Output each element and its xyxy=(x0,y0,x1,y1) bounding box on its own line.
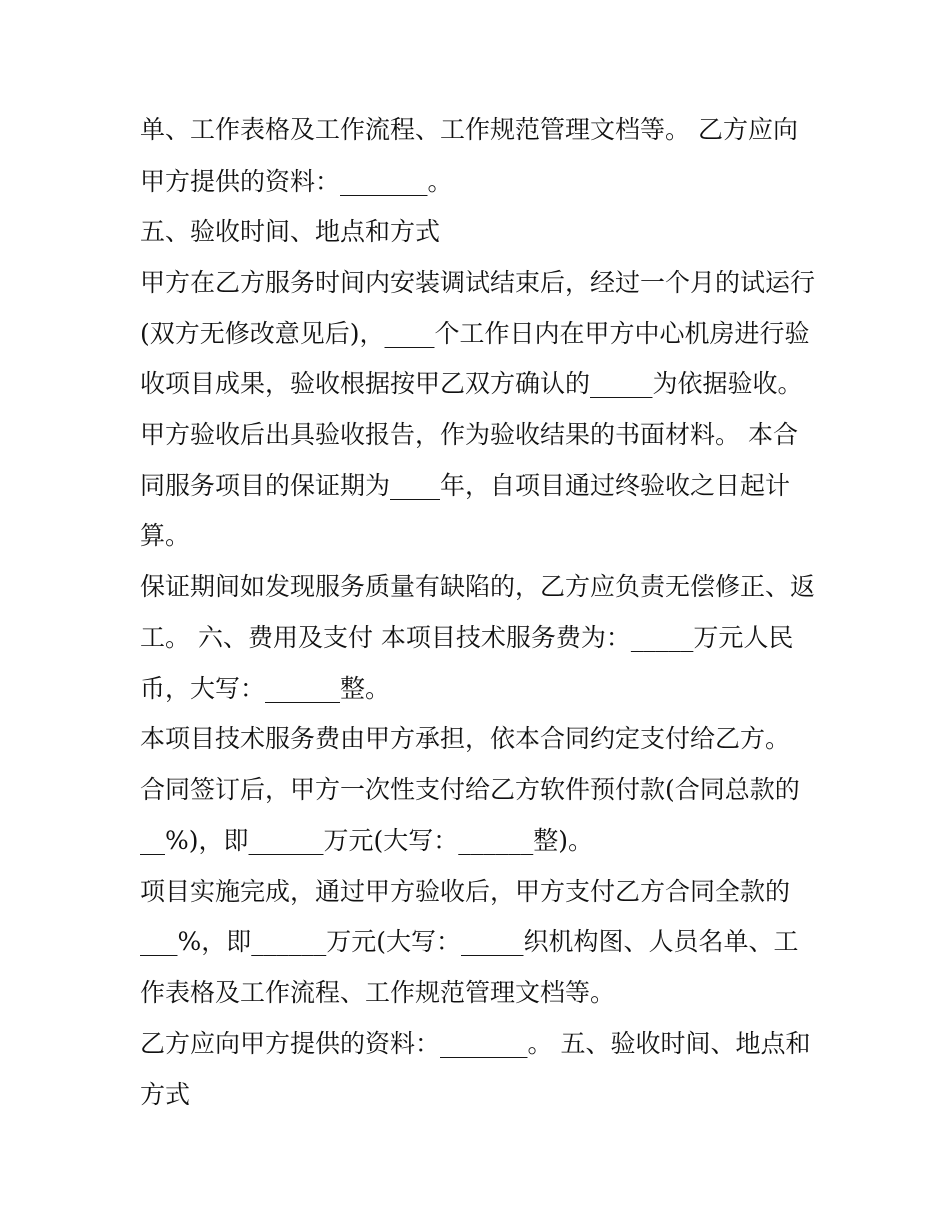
text-line-7: 甲方验收后出具验收报告，作为验收结果的书面材料。 本合 xyxy=(140,420,798,449)
text-line-14: 合同签订后，甲方一次性支付给乙方软件预付款(合同总款的 xyxy=(140,775,800,804)
text-line-13: 本项目技术服务费由甲方承担，依本合同约定支付给乙方。 xyxy=(140,724,791,753)
text-line-12: 币，大写：______整。 xyxy=(140,674,391,703)
text-line-18: 作表格及工作流程、工作规范管理文档等。 xyxy=(140,978,616,1007)
text-line-9: 算。 xyxy=(140,521,191,550)
text-line-11: 工。 六、费用及支付 本项目技术服务费为：_____万元人民 xyxy=(140,623,794,652)
text-line-5: (双方无修改意见后)，____个工作日内在甲方中心机房进行验 xyxy=(140,319,810,348)
text-line-4: 甲方在乙方服务时间内安装调试结束后，经过一个月的试运行 xyxy=(140,268,816,297)
text-line-16: 项目实施完成，通过甲方验收后，甲方支付乙方合同全款的 xyxy=(140,877,791,906)
text-line-17: ___%，即______万元(大写：_____织机构图、人员名单、工 xyxy=(140,927,799,956)
text-line-10: 保证期间如发现服务质量有缺陷的，乙方应负责无偿修正、返 xyxy=(140,572,816,601)
text-line-6: 收项目成果，验收根据按甲乙双方确认的_____为依据验收。 xyxy=(140,369,803,398)
text-line-3: 五、验收时间、地点和方式 xyxy=(140,217,441,246)
text-line-8: 同服务项目的保证期为____年，自项目通过终验收之日起计 xyxy=(140,471,791,500)
text-line-2: 甲方提供的资料：_______。 xyxy=(140,167,453,196)
text-line-20: 方式 xyxy=(140,1080,191,1109)
text-line-19: 乙方应向甲方提供的资料：_______。 五、验收时间、地点和 xyxy=(140,1029,811,1058)
text-line-1: 单、工作表格及工作流程、工作规范管理文档等。 乙方应向 xyxy=(140,115,798,144)
text-line-15: __%)，即______万元(大写：______整)。 xyxy=(140,826,594,855)
